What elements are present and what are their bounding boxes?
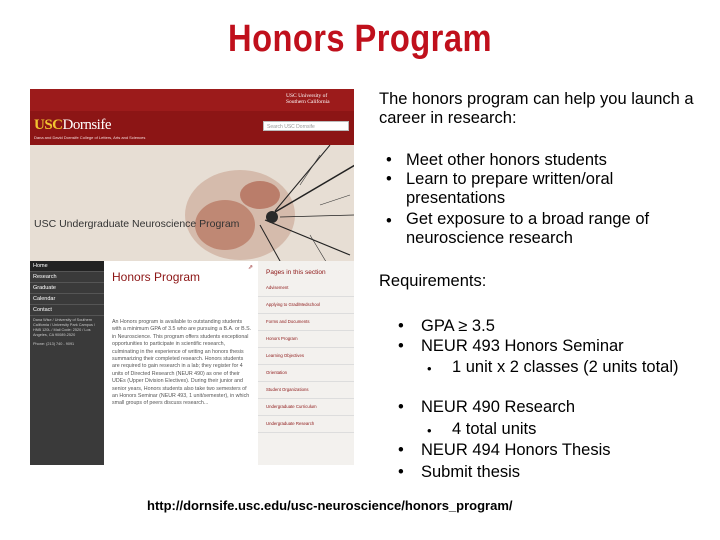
site-section-pages bbox=[258, 261, 354, 465]
requirement-gpa: GPA ≥ 3.5 bbox=[421, 317, 495, 335]
benefit-item: Learn to prepare written/oral presentations bbox=[406, 170, 614, 207]
requirement-submit: Submit thesis bbox=[421, 463, 521, 481]
share-icon[interactable]: ⇗ bbox=[248, 265, 254, 271]
site-body-text: An Honors program is available to outstanding students with a minimum GPA of 3.5 who are pursuing a B.A. or B.S. in Neuroscience. This program offers students exceptional opportunities to participate in scientific research, culminating in the experience of writing an honors thesis summarizing their completed research. Honors students are required to gain research in a lab; they register for 4 units of Directed Research (NEUR 490) as one of their UDEs (Upper Division Electives). During their junior and senior years, Honors students also take two semesters of an Honors Seminar (NEUR 493, 1 unit/semester), in which small groups of peers discuss research... bbox=[112, 319, 252, 407]
nav-research[interactable]: Research bbox=[30, 272, 104, 283]
site-sidebar bbox=[30, 261, 104, 465]
bullet: • bbox=[386, 151, 392, 169]
bullet: • bbox=[398, 337, 404, 355]
requirement-thesis: NEUR 494 Honors Thesis bbox=[421, 441, 611, 459]
section-page-link[interactable]: Student Organizations bbox=[258, 382, 354, 399]
site-search-input[interactable]: Search USC Dornsife bbox=[263, 121, 349, 131]
bullet: • bbox=[386, 212, 392, 230]
bullet: • bbox=[398, 317, 404, 335]
bullet: • bbox=[398, 463, 404, 481]
bullet: • bbox=[427, 361, 432, 376]
bullet: • bbox=[398, 398, 404, 416]
college-name: Dana and David Dornsife College of Letters, Arts and Sciences bbox=[34, 135, 146, 140]
bullet: • bbox=[427, 423, 432, 438]
intro-text: The honors program can help you launch a career in research: bbox=[379, 90, 694, 127]
site-main-content bbox=[104, 261, 258, 465]
nav-graduate[interactable]: Graduate bbox=[30, 283, 104, 294]
requirement-seminar-detail: 1 unit x 2 classes (2 units total) bbox=[452, 358, 679, 376]
section-pages-title: Pages in this section bbox=[266, 269, 326, 276]
neuron-image bbox=[180, 145, 354, 261]
contact-phone: Phone: (213) 740 - 9091 bbox=[33, 342, 75, 346]
section-page-link[interactable]: Advisement bbox=[258, 280, 354, 297]
section-page-link[interactable]: Forms and Documents bbox=[258, 314, 354, 331]
section-page-link[interactable]: Learning Objectives bbox=[258, 348, 354, 365]
nav-home[interactable]: Home bbox=[30, 261, 104, 272]
website-screenshot bbox=[30, 89, 354, 465]
requirements-label: Requirements: bbox=[379, 272, 487, 290]
program-banner-title: USC Undergraduate Neuroscience Program bbox=[34, 218, 240, 230]
bullet: • bbox=[398, 441, 404, 459]
dornsife-logo[interactable]: USCDornsife bbox=[34, 117, 112, 133]
benefit-item: Meet other honors students bbox=[406, 151, 607, 169]
bullet: • bbox=[386, 170, 392, 188]
site-banner bbox=[30, 145, 354, 261]
section-page-link[interactable]: Applying to Grad/Medschool bbox=[258, 297, 354, 314]
nav-calendar[interactable]: Calendar bbox=[30, 294, 104, 305]
section-page-link[interactable]: Undergraduate Research bbox=[258, 416, 354, 433]
requirement-research-detail: 4 total units bbox=[452, 420, 537, 438]
requirement-research: NEUR 490 Research bbox=[421, 398, 576, 416]
benefit-item: Get exposure to a broad range of neuroscience research bbox=[406, 210, 650, 247]
contact-info: Dana Wise / University of Southern California / University Park Campus / HNB 120L / Mail Code: 2520 / Los Angeles, CA 90089-2520 bbox=[33, 318, 96, 337]
usc-university-logo[interactable]: USC University of Southern California bbox=[286, 93, 330, 105]
program-url-link[interactable]: http://dornsife.usc.edu/usc-neuroscience/honors_program/ bbox=[147, 498, 513, 513]
section-page-link[interactable]: Undergraduate Curriculum bbox=[258, 399, 354, 416]
section-page-link[interactable]: Honors Program bbox=[258, 331, 354, 348]
nav-contact[interactable]: Contact bbox=[30, 305, 104, 316]
site-page-title: Honors Program bbox=[112, 270, 201, 284]
slide-title: Honors Program bbox=[228, 18, 492, 60]
requirement-seminar: NEUR 493 Honors Seminar bbox=[421, 337, 624, 355]
section-page-link[interactable]: Orientation bbox=[258, 365, 354, 382]
